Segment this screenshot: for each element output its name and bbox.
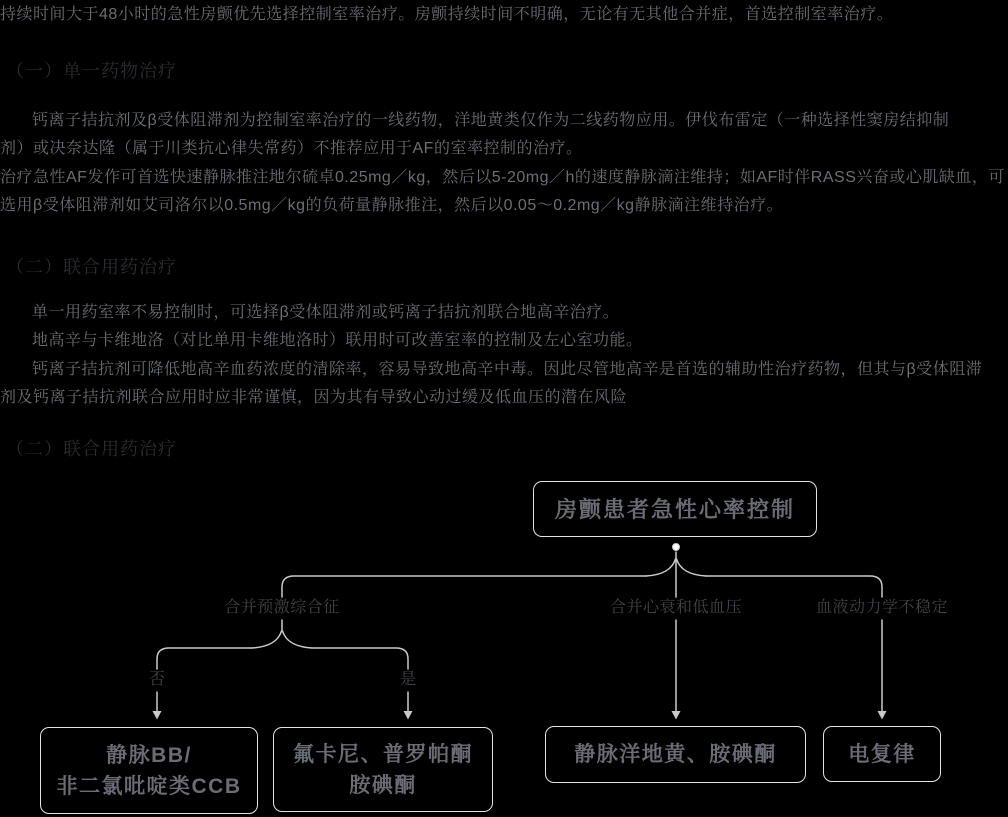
arrowhead-cardioversion-icon	[878, 711, 887, 720]
section2-heading: （二）联合用药治疗	[6, 257, 177, 277]
outcome-iv-bb-ccb-line1: 静脉BB/	[106, 743, 192, 767]
flow-root-node	[533, 481, 817, 537]
outcome-iv-bb-ccb-line2: 非二氯吡啶类CCB	[56, 774, 242, 798]
section1-paragraph-2: 治疗急性AF发作可首选快速静脉推注地尔硫卓0.25mg／kg，然后以5-20mg／h的速度静脉滴注维持；如AF时伴RASS兴奋或心肌缺血，可选用β受体阻滞剂如艾司洛尔以0.5mg／kg的负荷量静脉推注，然后以0.05～0.2mg／kg静脉滴注维持治疗。	[0, 169, 1005, 214]
section2-paragraph-2: 地高辛与卡维地洛（对比单用卡维地洛时）联用时可改善室率的控制及左心室功能。	[32, 332, 643, 349]
condition-preexcitation: 合并预激综合征	[224, 599, 340, 616]
outcome-iv-bb-ccb-node	[40, 727, 258, 814]
arrowhead-hf-icon	[672, 711, 681, 720]
condition-heart-failure-hypotension: 合并心衰和低血压	[609, 599, 743, 616]
section3-heading: （二）联合用药治疗	[6, 439, 177, 459]
outcome-digoxin-amiodarone-label: 静脉洋地黄、胺碘酮	[574, 743, 777, 766]
section1-paragraph-1: 钙离子拮抗剂及β受体阻滞剂为控制室率治疗的一线药物，洋地黄类仅作为二线药物应用。伊伐布雷定（一种选择性窦房结抑制剂）或决奈达隆（属于川类抗心律失常药）不推荐应用于AF的室率控制的治疗。	[0, 112, 950, 157]
arrowhead-no-icon	[153, 711, 162, 720]
section2-paragraph-3: 钙离子拮抗剂可降低地高辛血药浓度的清除率，容易导致地高辛中毒。因此尽管地高辛是首选的辅助性治疗药物，但其与β受体阻滞剂及钙离子拮抗剂联合应用时应非常谨慎，因为其有导致心动过缓及低血压的潜在风险	[0, 361, 983, 406]
arrowhead-yes-icon	[404, 711, 413, 720]
connector-top-right-arm	[706, 576, 882, 597]
condition-hemodynamic-instability: 血液动力学不稳定	[815, 599, 949, 616]
intro-paragraph: 持续时间大于48小时的急性房颤优先选择控制室率治疗。房颤持续时间不明确，无论有无其他合并症，首选控制室率治疗。	[0, 6, 894, 23]
connector-top-left-arm	[282, 576, 646, 597]
connector-cusp-left	[646, 559, 676, 576]
connector-no-arm	[157, 648, 252, 669]
connector-cusp-right	[677, 559, 707, 576]
connector-lower-cusp-right	[283, 631, 313, 648]
section1-heading: （一）单一药物治疗	[6, 61, 177, 81]
outcome-cardioversion-node	[823, 726, 941, 782]
decision-no-label: 否	[148, 671, 166, 688]
root-node-dot	[673, 544, 680, 551]
decision-yes-label: 是	[399, 671, 417, 688]
connector-yes-arm	[312, 648, 408, 669]
outcome-digoxin-amiodarone-node	[545, 726, 806, 783]
outcome-flecainide-line1: 氟卡尼、普罗帕酮	[293, 742, 473, 766]
flow-root-label: 房颤患者急性心率控制	[554, 496, 795, 522]
outcome-flecainide-node	[273, 727, 493, 812]
section2-paragraph-1: 单一用药室率不易控制时，可选择β受体阻滞剂或钙离子拮抗剂联合地高辛治疗。	[32, 304, 620, 321]
outcome-cardioversion-label: 电复律	[848, 742, 916, 766]
connector-lower-cusp-left	[252, 631, 282, 648]
outcome-flecainide-line2: 胺碘酮	[349, 773, 417, 797]
